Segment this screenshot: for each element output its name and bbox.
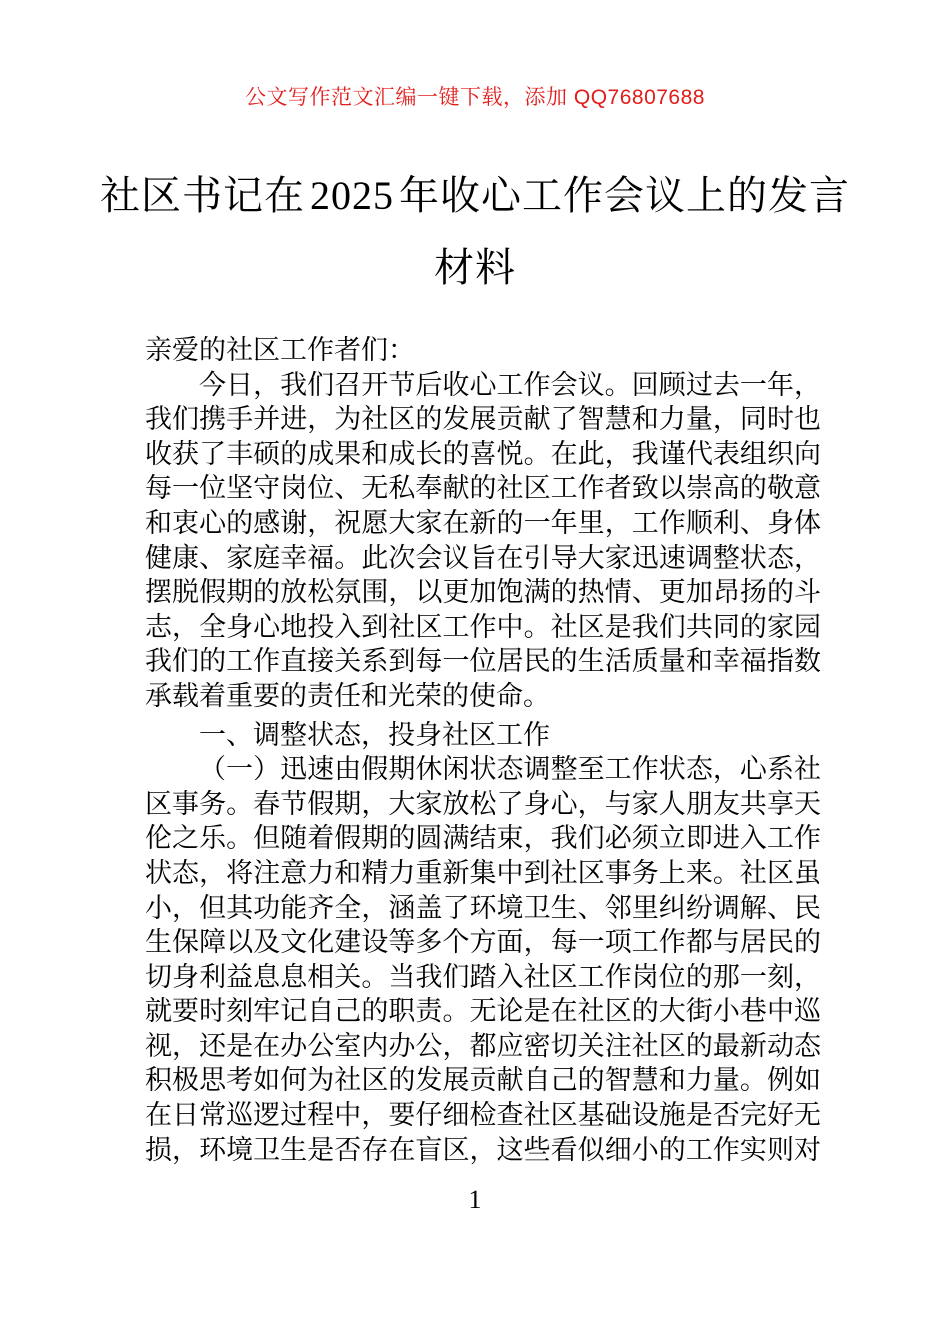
body-line: 我们的工作直接关系到每一位居民的生活质量和幸福指数 <box>145 646 821 677</box>
body-line: 积极思考如何为社区的发展贡献自己的智慧和力量。例如 <box>145 1065 821 1096</box>
title-year: 2025 <box>310 173 394 218</box>
body-line: 今日，我们召开节后收心工作会议。回顾过去一年， <box>199 369 821 400</box>
document-title-line1 <box>90 160 860 232</box>
page-number: 1 <box>468 1185 482 1214</box>
document-title <box>90 160 860 304</box>
body-line: 在日常巡逻过程中，要仔细检查社区基础设施是否完好无 <box>145 1100 821 1131</box>
body-line: 和衷心的感谢，祝愿大家在新的一年里，工作顺利、身体 <box>145 507 821 538</box>
body-line: 损，环境卫生是否存在盲区，这些看似细小的工作实则对 <box>145 1134 821 1165</box>
body-line: 生保障以及文化建设等多个方面，每一项工作都与居民的 <box>145 927 821 958</box>
body-line: 亲爱的社区工作者们： <box>145 335 415 365</box>
body-line: 切身利益息息相关。当我们踏入社区工作岗位的那一刻， <box>145 961 821 992</box>
title-text-after-year: 年收心工作会议上的发言 <box>399 174 850 218</box>
section-heading: 一、调整状态，投身社区工作 <box>199 719 550 750</box>
body-line: 就要时刻牢记自己的职责。无论是在社区的大街小巷中巡 <box>145 996 821 1027</box>
body-line: 摆脱假期的放松氛围，以更加饱满的热情、更加昂扬的斗 <box>145 577 821 608</box>
header-promo-text: 公文写作范文汇编一键下载，添加 QQ76807688 <box>245 86 705 109</box>
body-line: 视，还是在办公室内办公，都应密切关注社区的最新动态 <box>145 1030 821 1061</box>
body-line: 承载着重要的责任和光荣的使命。 <box>145 680 550 711</box>
body-line: 小，但其功能齐全，涵盖了环境卫生、邻里纠纷调解、民 <box>145 892 821 923</box>
body-line: （一）迅速由假期休闲状态调整至工作状态，心系社 <box>199 754 821 785</box>
body-line: 伦之乐。但随着假期的圆满结束，我们必须立即进入工作 <box>145 823 821 854</box>
body-line: 每一位坚守岗位、无私奉献的社区工作者致以崇高的敬意 <box>145 473 821 504</box>
body-line: 健康、家庭幸福。此次会议旨在引导大家迅速调整状态， <box>145 542 821 573</box>
body-line: 收获了丰硕的成果和成长的喜悦。在此，我谨代表组织向 <box>145 438 821 469</box>
body-line: 志，全身心地投入到社区工作中。社区是我们共同的家园 <box>145 611 821 642</box>
document-title-line2: 材料 <box>434 246 516 290</box>
body-line: 我们携手并进，为社区的发展贡献了智慧和力量，同时也 <box>145 404 821 435</box>
body-line: 状态，将注意力和精力重新集中到社区事务上来。社区虽 <box>145 857 821 888</box>
title-text-before-year: 社区书记在 <box>100 174 305 218</box>
body-lines <box>145 333 821 1167</box>
body-line: 区事务。春节假期，大家放松了身心，与家人朋友共享天 <box>145 788 821 819</box>
